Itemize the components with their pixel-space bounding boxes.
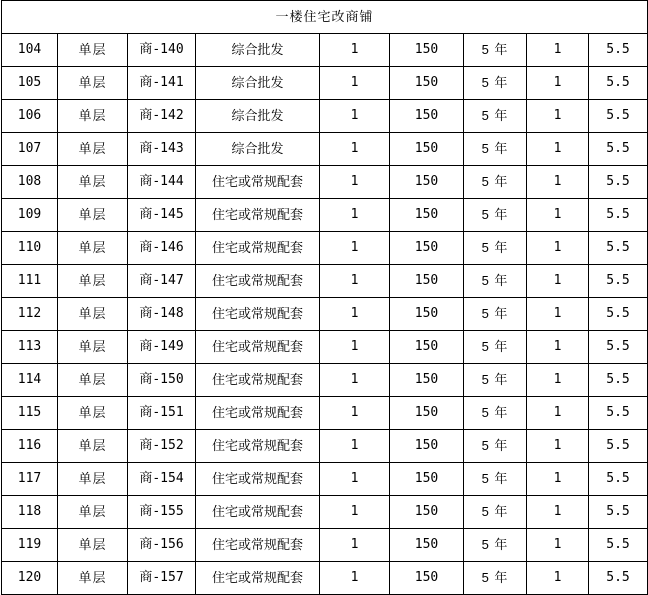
- cell-term[interactable]: 5 年: [464, 67, 527, 100]
- cell-code[interactable]: 商-147: [128, 265, 196, 298]
- page-title: 一楼住宅改商铺: [2, 1, 648, 34]
- cell-qty[interactable]: 1: [320, 430, 390, 463]
- cell-term[interactable]: 5 年: [464, 397, 527, 430]
- table-row: [2, 199, 648, 232]
- cell-qty[interactable]: 1: [320, 397, 390, 430]
- cell-code[interactable]: 商-150: [128, 364, 196, 397]
- cell-no[interactable]: 117: [2, 463, 58, 496]
- table-row: [2, 331, 648, 364]
- cell-no[interactable]: 120: [2, 562, 58, 595]
- cell-area[interactable]: 150: [390, 331, 464, 364]
- cell-count[interactable]: 1: [527, 67, 589, 100]
- cell-qty[interactable]: 1: [320, 265, 390, 298]
- cell-term[interactable]: 5 年: [464, 331, 527, 364]
- cell-floors[interactable]: 单层: [58, 100, 128, 133]
- cell-qty[interactable]: 1: [320, 331, 390, 364]
- cell-no[interactable]: 119: [2, 529, 58, 562]
- cell-code[interactable]: 商-152: [128, 430, 196, 463]
- cell-term[interactable]: 5 年: [464, 232, 527, 265]
- cell-price[interactable]: 5.5: [589, 100, 648, 133]
- cell-qty[interactable]: 1: [320, 67, 390, 100]
- cell-area[interactable]: 150: [390, 463, 464, 496]
- table-row: [2, 562, 648, 595]
- cell-area[interactable]: 150: [390, 496, 464, 529]
- cell-area[interactable]: 150: [390, 232, 464, 265]
- cell-code[interactable]: 商-141: [128, 67, 196, 100]
- table-row: [2, 232, 648, 265]
- cell-no[interactable]: 116: [2, 430, 58, 463]
- cell-qty[interactable]: 1: [320, 562, 390, 595]
- cell-no[interactable]: 114: [2, 364, 58, 397]
- cell-term[interactable]: 5 年: [464, 463, 527, 496]
- cell-term[interactable]: 5 年: [464, 100, 527, 133]
- cell-price[interactable]: 5.5: [589, 166, 648, 199]
- cell-floors[interactable]: 单层: [58, 364, 128, 397]
- cell-qty[interactable]: 1: [320, 529, 390, 562]
- cell-count[interactable]: 1: [527, 496, 589, 529]
- cell-no[interactable]: 105: [2, 67, 58, 100]
- cell-term[interactable]: 5 年: [464, 430, 527, 463]
- cell-price[interactable]: 5.5: [589, 34, 648, 67]
- table-row: [2, 463, 648, 496]
- cell-count[interactable]: 1: [527, 529, 589, 562]
- cell-area[interactable]: 150: [390, 529, 464, 562]
- cell-no[interactable]: 108: [2, 166, 58, 199]
- cell-usage[interactable]: 住宅或常规配套: [196, 562, 320, 595]
- cell-price[interactable]: 5.5: [589, 298, 648, 331]
- cell-price[interactable]: 5.5: [589, 133, 648, 166]
- cell-qty[interactable]: 1: [320, 298, 390, 331]
- cell-no[interactable]: 115: [2, 397, 58, 430]
- table-row: [2, 529, 648, 562]
- cell-usage[interactable]: 住宅或常规配套: [196, 529, 320, 562]
- cell-usage[interactable]: 住宅或常规配套: [196, 166, 320, 199]
- cell-usage[interactable]: 综合批发: [196, 100, 320, 133]
- table-row: [2, 364, 648, 397]
- cell-code[interactable]: 商-145: [128, 199, 196, 232]
- cell-term[interactable]: 5 年: [464, 166, 527, 199]
- cell-count[interactable]: 1: [527, 397, 589, 430]
- cell-qty[interactable]: 1: [320, 133, 390, 166]
- cell-term[interactable]: 5 年: [464, 133, 527, 166]
- cell-area[interactable]: 150: [390, 364, 464, 397]
- cell-area[interactable]: 150: [390, 34, 464, 67]
- cell-no[interactable]: 111: [2, 265, 58, 298]
- cell-price[interactable]: 5.5: [589, 67, 648, 100]
- cell-qty[interactable]: 1: [320, 100, 390, 133]
- cell-usage[interactable]: 住宅或常规配套: [196, 298, 320, 331]
- cell-floors[interactable]: 单层: [58, 265, 128, 298]
- cell-qty[interactable]: 1: [320, 34, 390, 67]
- table-row: [2, 67, 648, 100]
- cell-area[interactable]: 150: [390, 199, 464, 232]
- cell-floors[interactable]: 单层: [58, 496, 128, 529]
- cell-term[interactable]: 5 年: [464, 298, 527, 331]
- cell-count[interactable]: 1: [527, 430, 589, 463]
- table-row: [2, 496, 648, 529]
- cell-code[interactable]: 商-144: [128, 166, 196, 199]
- cell-price[interactable]: 5.5: [589, 199, 648, 232]
- cell-term[interactable]: 5 年: [464, 496, 527, 529]
- cell-term[interactable]: 5 年: [464, 199, 527, 232]
- cell-price[interactable]: 5.5: [589, 232, 648, 265]
- cell-floors[interactable]: 单层: [58, 529, 128, 562]
- cell-count[interactable]: 1: [527, 463, 589, 496]
- table-row: [2, 34, 648, 67]
- cell-price[interactable]: 5.5: [589, 331, 648, 364]
- cell-usage[interactable]: 综合批发: [196, 34, 320, 67]
- table-row: [2, 397, 648, 430]
- cell-qty[interactable]: 1: [320, 166, 390, 199]
- cell-area[interactable]: 150: [390, 166, 464, 199]
- cell-area[interactable]: 150: [390, 67, 464, 100]
- cell-price[interactable]: 5.5: [589, 364, 648, 397]
- cell-code[interactable]: 商-140: [128, 34, 196, 67]
- cell-floors[interactable]: 单层: [58, 166, 128, 199]
- cell-usage[interactable]: 住宅或常规配套: [196, 331, 320, 364]
- table-row: [2, 430, 648, 463]
- table-row: [2, 133, 648, 166]
- cell-floors[interactable]: 单层: [58, 430, 128, 463]
- cell-area[interactable]: 150: [390, 265, 464, 298]
- cell-price[interactable]: 5.5: [589, 397, 648, 430]
- cell-count[interactable]: 1: [527, 364, 589, 397]
- table-title-row: [2, 1, 648, 34]
- cell-usage[interactable]: 住宅或常规配套: [196, 463, 320, 496]
- cell-no[interactable]: 106: [2, 100, 58, 133]
- cell-no[interactable]: 110: [2, 232, 58, 265]
- cell-qty[interactable]: 1: [320, 364, 390, 397]
- cell-floors[interactable]: 单层: [58, 232, 128, 265]
- cell-code[interactable]: 商-154: [128, 463, 196, 496]
- cell-code[interactable]: 商-146: [128, 232, 196, 265]
- cell-price[interactable]: 5.5: [589, 496, 648, 529]
- cell-usage[interactable]: 综合批发: [196, 67, 320, 100]
- cell-area[interactable]: 150: [390, 397, 464, 430]
- cell-no[interactable]: 107: [2, 133, 58, 166]
- cell-term[interactable]: 5 年: [464, 562, 527, 595]
- cell-price[interactable]: 5.5: [589, 562, 648, 595]
- cell-usage[interactable]: 住宅或常规配套: [196, 430, 320, 463]
- cell-usage[interactable]: 住宅或常规配套: [196, 265, 320, 298]
- cell-usage[interactable]: 住宅或常规配套: [196, 364, 320, 397]
- cell-qty[interactable]: 1: [320, 463, 390, 496]
- table-row: [2, 100, 648, 133]
- cell-no[interactable]: 109: [2, 199, 58, 232]
- cell-area[interactable]: 150: [390, 100, 464, 133]
- cell-floors[interactable]: 单层: [58, 67, 128, 100]
- table-row: [2, 265, 648, 298]
- cell-area[interactable]: 150: [390, 298, 464, 331]
- cell-count[interactable]: 1: [527, 331, 589, 364]
- cell-code[interactable]: 商-149: [128, 331, 196, 364]
- cell-floors[interactable]: 单层: [58, 298, 128, 331]
- cell-price[interactable]: 5.5: [589, 463, 648, 496]
- cell-no[interactable]: 113: [2, 331, 58, 364]
- cell-code[interactable]: 商-156: [128, 529, 196, 562]
- cell-code[interactable]: 商-157: [128, 562, 196, 595]
- cell-floors[interactable]: 单层: [58, 463, 128, 496]
- cell-term[interactable]: 5 年: [464, 529, 527, 562]
- cell-code[interactable]: 商-143: [128, 133, 196, 166]
- cell-term[interactable]: 5 年: [464, 265, 527, 298]
- cell-count[interactable]: 1: [527, 34, 589, 67]
- cell-usage[interactable]: 综合批发: [196, 133, 320, 166]
- cell-price[interactable]: 5.5: [589, 529, 648, 562]
- cell-floors[interactable]: 单层: [58, 199, 128, 232]
- table-row: [2, 298, 648, 331]
- cell-area[interactable]: 150: [390, 133, 464, 166]
- cell-count[interactable]: 1: [527, 100, 589, 133]
- cell-code[interactable]: 商-142: [128, 100, 196, 133]
- cell-code[interactable]: 商-148: [128, 298, 196, 331]
- cell-code[interactable]: 商-155: [128, 496, 196, 529]
- cell-floors[interactable]: 单层: [58, 34, 128, 67]
- cell-floors[interactable]: 单层: [58, 397, 128, 430]
- cell-floors[interactable]: 单层: [58, 331, 128, 364]
- cell-qty[interactable]: 1: [320, 232, 390, 265]
- cell-usage[interactable]: 住宅或常规配套: [196, 232, 320, 265]
- table-row: [2, 166, 648, 199]
- cell-qty[interactable]: 1: [320, 496, 390, 529]
- cell-no[interactable]: 118: [2, 496, 58, 529]
- cell-area[interactable]: 150: [390, 430, 464, 463]
- cell-floors[interactable]: 单层: [58, 562, 128, 595]
- cell-count[interactable]: 1: [527, 199, 589, 232]
- cell-count[interactable]: 1: [527, 265, 589, 298]
- cell-count[interactable]: 1: [527, 133, 589, 166]
- cell-price[interactable]: 5.5: [589, 430, 648, 463]
- cell-area[interactable]: 150: [390, 562, 464, 595]
- cell-no[interactable]: 112: [2, 298, 58, 331]
- listing-table: [1, 0, 648, 595]
- cell-term[interactable]: 5 年: [464, 364, 527, 397]
- cell-usage[interactable]: 住宅或常规配套: [196, 397, 320, 430]
- cell-term[interactable]: 5 年: [464, 34, 527, 67]
- cell-code[interactable]: 商-151: [128, 397, 196, 430]
- cell-count[interactable]: 1: [527, 298, 589, 331]
- cell-no[interactable]: 104: [2, 34, 58, 67]
- cell-count[interactable]: 1: [527, 166, 589, 199]
- cell-count[interactable]: 1: [527, 562, 589, 595]
- cell-qty[interactable]: 1: [320, 199, 390, 232]
- cell-floors[interactable]: 单层: [58, 133, 128, 166]
- cell-count[interactable]: 1: [527, 232, 589, 265]
- cell-usage[interactable]: 住宅或常规配套: [196, 199, 320, 232]
- cell-price[interactable]: 5.5: [589, 265, 648, 298]
- cell-usage[interactable]: 住宅或常规配套: [196, 496, 320, 529]
